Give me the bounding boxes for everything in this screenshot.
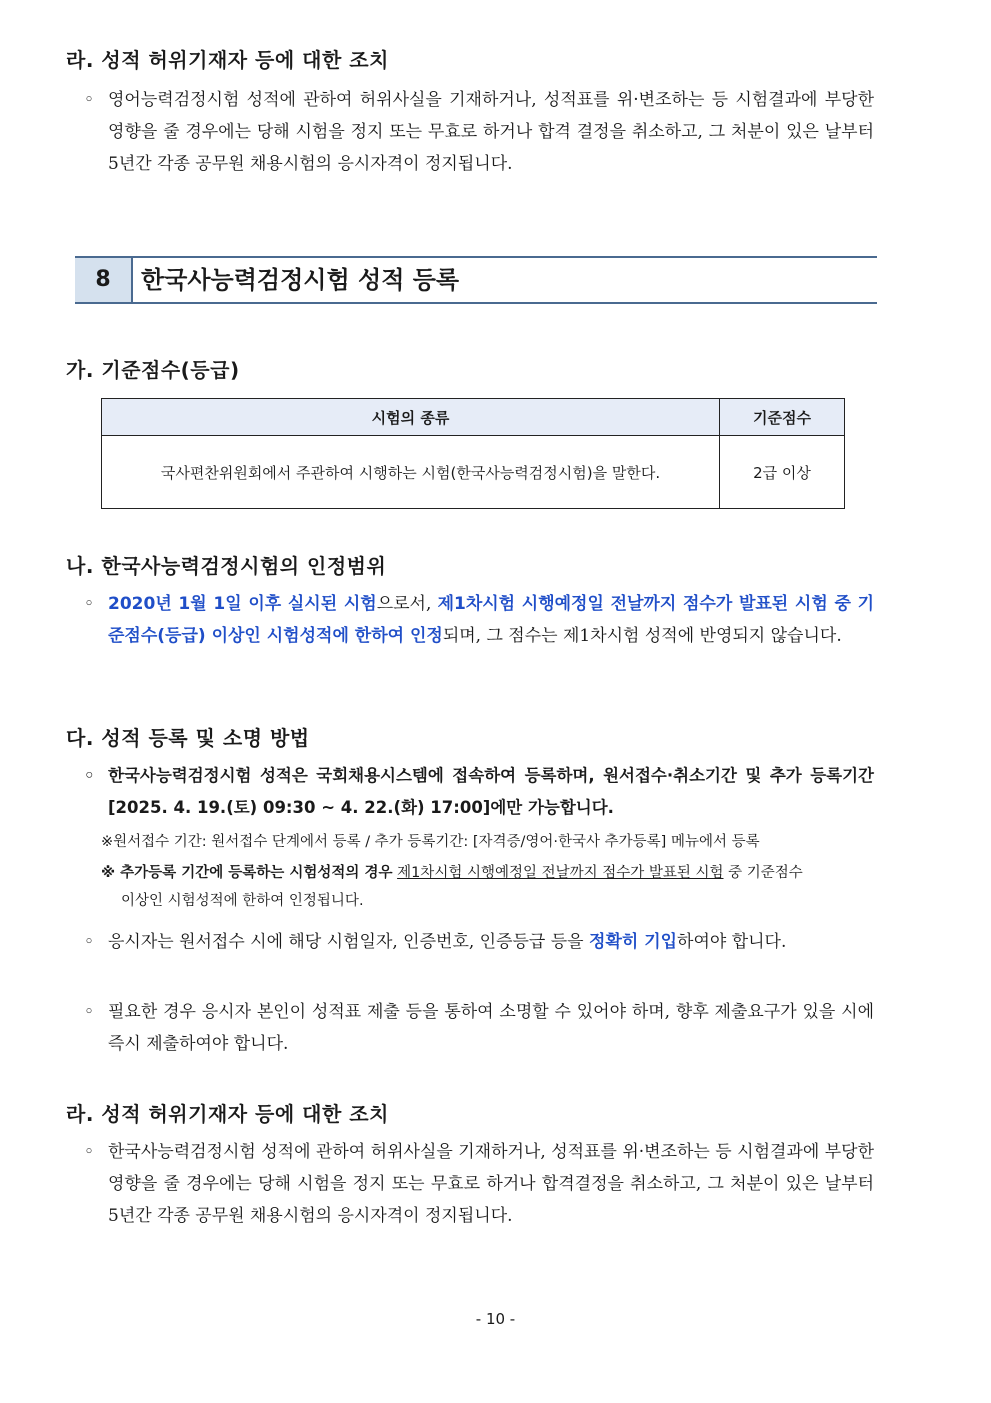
heading-da: 다. 성적 등록 및 소명 방법 — [66, 726, 310, 750]
bullet-text: 필요한 경우 응시자 본인이 성적표 제출 등을 통하여 소명할 수 있어야 하며, 향후 제출요구가 있을 시에 즉시 제출하여야 합니다. — [108, 1002, 874, 1054]
bullet-mark: ◦ — [84, 90, 95, 110]
heading-na: 나. 한국사능력검정시험의 인정범위 — [66, 554, 387, 578]
text-fragment: 중 기준점수 — [723, 865, 803, 881]
table-header-row — [102, 399, 845, 436]
header-exam-type: 시험의 종류 — [102, 399, 720, 436]
header-score: 기준점수 — [720, 399, 845, 436]
heading-ga: 가. 기준점수(등급) — [66, 358, 240, 382]
note-bold: ※ 추가등록 기간에 등록하는 시험성적의 경우 — [101, 865, 393, 881]
bullet-text — [108, 926, 874, 958]
section-number: 8 — [75, 258, 133, 302]
page-number: - 10 - — [475, 1310, 516, 1328]
section-title: 한국사능력검정시험 성적 등록 — [141, 266, 460, 294]
bullet-na — [84, 588, 874, 652]
bullet-mark: ◦ — [84, 1002, 95, 1022]
highlight-accurate: 정확히 기입 — [589, 932, 678, 952]
standard-score-table — [101, 398, 845, 509]
note-additional-registration — [101, 859, 881, 915]
bullet-da-1 — [84, 760, 874, 824]
bullet-ra-top — [84, 84, 874, 180]
bullet-da-3 — [84, 996, 874, 1060]
bullet-da-2 — [84, 926, 874, 958]
highlight-date: 2020년 1월 1일 이후 실시된 시험 — [108, 594, 377, 614]
bullet-ra-bottom — [84, 1136, 874, 1232]
text-fragment: 으로서, — [376, 594, 438, 614]
bullet-mark: ◦ — [84, 594, 95, 614]
note-line2: 이상인 시험성적에 한하여 인정됩니다. — [121, 893, 364, 909]
bullet-mark: ◦ — [84, 932, 95, 952]
section-8-header — [75, 256, 877, 304]
note-registration-period: ※원서접수 기간: 원서접수 단계에서 등록 / 추가 등록기간: [자격증/영어·한국사 추가등록] 메뉴에서 등록 — [101, 834, 760, 850]
bullet-text — [108, 588, 874, 652]
heading-ra-bottom: 라. 성적 허위기재자 등에 대한 조치 — [66, 1102, 389, 1126]
bullet-text: 한국사능력검정시험 성적에 관하여 허위사실을 기재하거나, 성적표를 위·변조하는 등 시험결과에 부당한 영향을 줄 경우에는 당해 시험을 정지 또는 무효로 하거나 합격결정을 취소하고, 그 처분이 있은 날부터 5년간 각종 공무원 채용시험의 응시자격이 정지됩니다. — [108, 1142, 874, 1226]
bullet-text: 한국사능력검정시험 성적은 국회채용시스템에 접속하여 등록하며, 원서접수·취소기간 및 추가 등록기간[2025. 4. 19.(토) 09:30 ~ 4. 22.(화) 17:00]에만 가능합니다. — [108, 766, 874, 817]
text-fragment: 하여야 합니다. — [677, 932, 787, 952]
table-row — [102, 436, 845, 509]
highlight-recognition: 제1차시험 시행예정일 전날까지 점수가 발표된 시험 중 기준점수(등급) 이상인 시험성적에 한하여 인정 — [108, 594, 874, 646]
note-underline: 제1차시험 시행예정일 전날까지 점수가 발표된 시험 — [397, 865, 724, 881]
heading-ra-top: 라. 성적 허위기재자 등에 대한 조치 — [66, 48, 389, 72]
bullet-mark: ◦ — [84, 766, 95, 785]
text-fragment: 응시자는 원서접수 시에 해당 시험일자, 인증번호, 인증등급 등을 — [108, 932, 590, 952]
cell-exam-type: 국사편찬위원회에서 주관하여 시행하는 시험(한국사능력검정시험)을 말한다. — [102, 436, 720, 509]
bullet-text: 영어능력검정시험 성적에 관하여 허위사실을 기재하거나, 성적표를 위·변조하는 등 시험결과에 부당한 영향을 줄 경우에는 당해 시험을 정지 또는 무효로 하거나 합격 결정을 취소하고, 그 처분이 있은 날부터 5년간 각종 공무원 채용시험의 응시자격이 정지됩니다. — [108, 90, 874, 174]
text-fragment: 되며, 그 점수는 제1차시험 성적에 반영되지 않습니다. — [442, 626, 842, 646]
cell-score: 2급 이상 — [720, 436, 845, 509]
bullet-mark: ◦ — [84, 1142, 95, 1162]
